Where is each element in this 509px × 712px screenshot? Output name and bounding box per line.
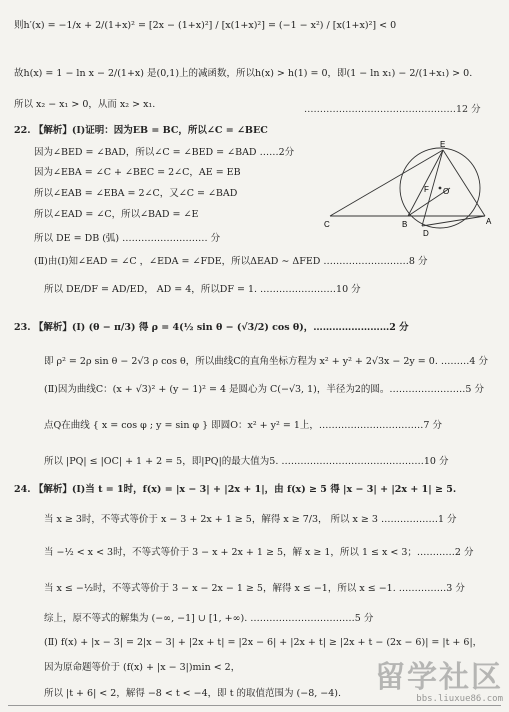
label-f: F	[424, 185, 429, 194]
label-c: C	[324, 220, 330, 229]
line-ea	[443, 150, 485, 216]
q24-line-4: 当 x ≤ −½时，不等式等价于 3 − x − 2x − 1 ≥ 5，解得 x ≤ −1，所以 x ≤ −1. ……………3 分	[44, 583, 465, 594]
conclusion-line: 所以 x₂ − x₁ > 0，从而 x₂ > x₁.	[14, 99, 156, 110]
label-o: O	[443, 187, 450, 196]
q23-line-2: 即 ρ² = 2ρ sin θ − 2√3 ρ cos θ，所以曲线C的直角坐标方程为 x² + y² + 2√3x − 2y = 0. ………4 分	[44, 356, 488, 367]
watermark-logo-text: 留学社区	[375, 660, 503, 695]
label-e: E	[440, 140, 446, 149]
score-12: …………………………………………12 分	[304, 104, 481, 115]
center-point	[439, 187, 442, 190]
q24-line-3: 当 −½ < x < 3时，不等式等价于 3 − x + 2x + 1 ≥ 5，解 x ≥ 1，所以 1 ≤ x < 3；…………2 分	[44, 547, 474, 558]
q22-line-3: 因为∠EBA = ∠C + ∠BEC = 2∠C，AE = EB	[34, 167, 241, 178]
label-d: D	[423, 229, 429, 238]
q22-line-2: 因为∠BED = ∠BAD，所以∠C = ∠BED = ∠BAD ……2分	[34, 147, 295, 158]
q24-line-6: (Ⅱ) f(x) + |x − 3| = 2|x − 3| + |2x + t| = |2x − 6| + |2x + t| ≥ |2x + t − (2x − 6)| = |t + 6|，	[44, 637, 483, 648]
q22-line-5: 所以∠EAD = ∠C，所以∠BAD = ∠E	[34, 209, 199, 220]
label-a: A	[486, 217, 492, 226]
question-22-heading: 22. 【解析】(Ⅰ)证明：因为EB = BC，所以∠C = ∠BEC	[14, 125, 268, 136]
line-ce	[330, 150, 443, 216]
q22-line-6: 所以 DE = DB (弧) ……………………… 分	[34, 233, 221, 244]
q24-line-7: 因为原命题等价于 (f(x) + |x − 3|)min < 2，	[44, 662, 241, 673]
q22-line-8: 所以 DE/DF = AD/ED， AD = 4，所以DF = 1. ……………………10 分	[44, 284, 361, 295]
line-da	[422, 216, 485, 226]
site-watermark	[353, 662, 503, 708]
derivative-line: 则h′(x) = −1/x + 2/(1+x)² = [2x − (1+x)²] / [x(1+x)²] = (−1 − x²) / [x(1+x)²] < 0	[14, 20, 397, 31]
q23-line-3: (Ⅱ)因为曲线C：(x + √3)² + (y − 1)² = 4 是圆心为 C(−√3, 1)，半径为2的圆。……………………5 分	[44, 384, 484, 395]
q22-line-4: 所以∠EAB = ∠EBA = 2∠C，又∠C = ∠BAD	[34, 188, 238, 199]
q24-line-5: 综上，原不等式的解集为 (−∞, −1] ∪ [1, +∞). ……………………………5 分	[44, 613, 374, 624]
q23-line-4: 点Q在曲线 { x = cos φ ; y = sin φ } 即圆O：x² + y² = 1上，……………………………7 分	[44, 420, 442, 431]
question-23-heading: 23. 【解析】(Ⅰ) (θ − π/3) 得 ρ = 4(½ sin θ − (√3/2) cos θ)，……………………2 分	[14, 322, 409, 333]
q24-line-2: 当 x ≥ 3时，不等式等价于 x − 3 + 2x + 1 ≥ 5，解得 x ≥ 7/3， 所以 x ≥ 3 ………………1 分	[44, 514, 457, 525]
question-24-heading: 24. 【解析】(Ⅰ)当 t = 1时，f(x) = |x − 3| + |2x + 1|，由 f(x) ≥ 5 得 |x − 3| + |2x + 1| ≥ 5.	[14, 484, 457, 495]
q22-line-7: (Ⅱ)由(Ⅰ)知∠EAD = ∠C ，∠EDA = ∠FDE，所以ΔEAD ∼ ΔFED ………………………8 分	[34, 256, 428, 267]
decreasing-function-line: 故h(x) = 1 − ln x − 2/(1+x) 是(0,1)上的减函数，所以h(x) > h(1) = 0，即(1 − ln x₁) − 2/(1+x₁) > 0.	[14, 68, 473, 79]
watermark-url: bbs.liuxue86.com	[416, 694, 503, 704]
q24-line-8: 所以 |t + 6| < 2，解得 −8 < t < −4，即 t 的取值范围为 (−8, −4).	[44, 688, 342, 699]
q23-line-5: 所以 |PQ| ≤ |OC| + 1 + 2 = 5，即|PQ|的最大值为5. ………………………………………10 分	[44, 456, 449, 467]
geometry-figure	[322, 138, 506, 238]
label-b: B	[402, 220, 408, 229]
